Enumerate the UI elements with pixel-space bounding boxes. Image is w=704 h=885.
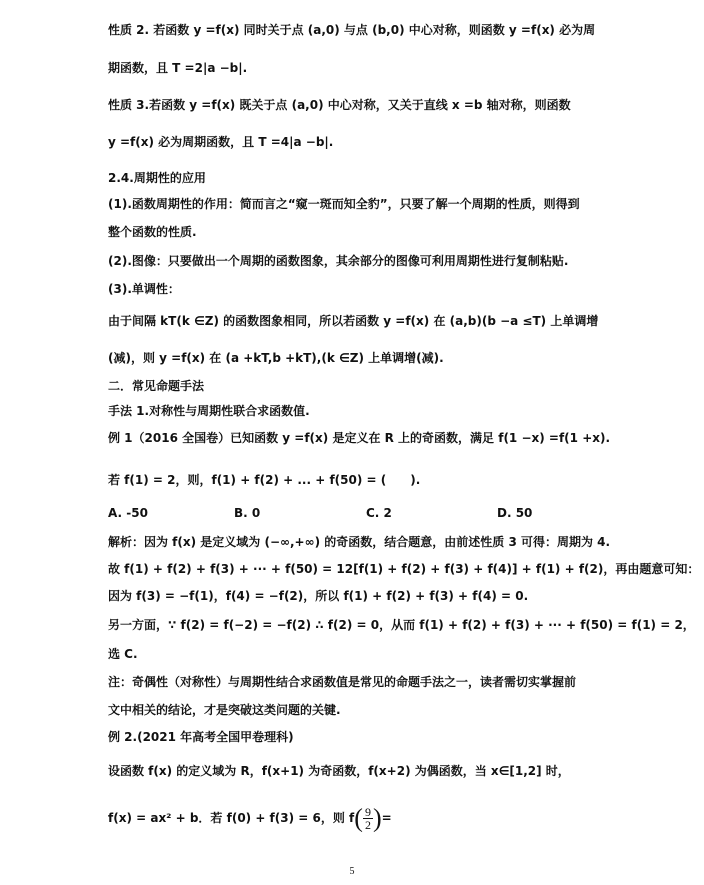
question-formula-line	[108, 800, 392, 840]
option-d: D. 50	[497, 506, 533, 520]
question-line: 设函数 f(x) 的定义域为 R，f(x+1) 为奇函数，f(x+2) 为偶函数，当 x∈[1,2] 时，	[108, 764, 570, 778]
fraction	[363, 806, 373, 831]
option-a: A. -50	[108, 506, 148, 520]
solution-line: 选 C.	[108, 647, 138, 661]
fraction-numerator: 9	[364, 805, 371, 819]
formula-prefix: f(x) = ax² + b．若 f(0) + f(3) = 6，则 f	[108, 811, 355, 825]
option-b: B. 0	[234, 506, 261, 520]
text-line: y =f(x) 必为周期函数，且 T =4|a −b|.	[108, 135, 334, 149]
page-number: 5	[349, 866, 355, 877]
text-line: 由于间隔 kT(k ∈Z) 的函数图象相同，所以若函数 y =f(x) 在 (a,b)(b −a ≤T) 上单调增	[108, 314, 599, 328]
solution-line: 故 f(1) + f(2) + f(3) + ··· + f(50) = 12[f(1) + f(2) + f(3) + f(4)] + f(1) + f(2)，再由题意可知：	[108, 562, 700, 576]
text-line: 期函数，且 T =2|a −b|.	[108, 61, 248, 75]
solution-line: 因为 f(3) = −f(1)，f(4) = −f(2)，所以 f(1) + f(2) + f(3) + f(4) = 0.	[108, 589, 529, 603]
section-heading: 2.4.周期性的应用	[108, 171, 206, 185]
text-line: (3).单调性：	[108, 282, 180, 296]
note-line: 文中相关的结论，才是突破这类问题的关键.	[108, 703, 341, 717]
left-paren: (	[354, 803, 363, 833]
text-line: 性质 2. 若函数 y =f(x) 同时关于点 (a,0) 与点 (b,0) 中心对称，则函数 y =f(x) 必为周	[108, 23, 596, 37]
text-line: 整个函数的性质.	[108, 225, 197, 239]
solution-line: 解析：因为 f(x) 是定义域为 (−∞,+∞) 的奇函数，结合题意，由前述性质 3 可得：周期为 4.	[108, 535, 611, 549]
text-line: (减)，则 y =f(x) 在 (a +kT,b +kT),(k ∈Z) 上单调增(减).	[108, 351, 444, 365]
formula-suffix: =	[381, 811, 392, 825]
section-heading: 二．常见命题手法	[108, 379, 205, 393]
note-line: 注：奇偶性（对称性）与周期性结合求函数值是常见的命题手法之一，读者需切实掌握前	[108, 675, 577, 689]
text-line: (1).函数周期性的作用：简而言之“窥一斑而知全豹”，只要了解一个周期的性质，则得到	[108, 197, 580, 211]
question-line: 若 f(1) = 2，则，f(1) + f(2) + ... + f(50) = ( ).	[108, 473, 421, 487]
fraction-denominator: 2	[364, 818, 371, 832]
example-line: 例 1（2016 全国卷）已知函数 y =f(x) 是定义在 R 上的奇函数，满足 f(1 −x) =f(1 +x).	[108, 431, 611, 445]
text-line: (2).图像：只要做出一个周期的函数图象，其余部分的图像可利用周期性进行复制粘贴.	[108, 254, 569, 268]
text-line: 性质 3.若函数 y =f(x) 既关于点 (a,0) 中心对称，又关于直线 x =b 轴对称，则函数	[108, 98, 571, 112]
right-paren: )	[372, 803, 382, 833]
subsection-heading: 手法 1.对称性与周期性联合求函数值.	[108, 404, 310, 418]
solution-line: 另一方面，∵ f(2) = f(−2) = −f(2) ∴ f(2) = 0，从而 f(1) + f(2) + f(3) + ··· + f(50) = f(1) = 2，	[108, 618, 695, 632]
option-c: C. 2	[366, 506, 392, 520]
example-heading: 例 2.(2021 年高考全国甲卷理科)	[108, 730, 294, 744]
